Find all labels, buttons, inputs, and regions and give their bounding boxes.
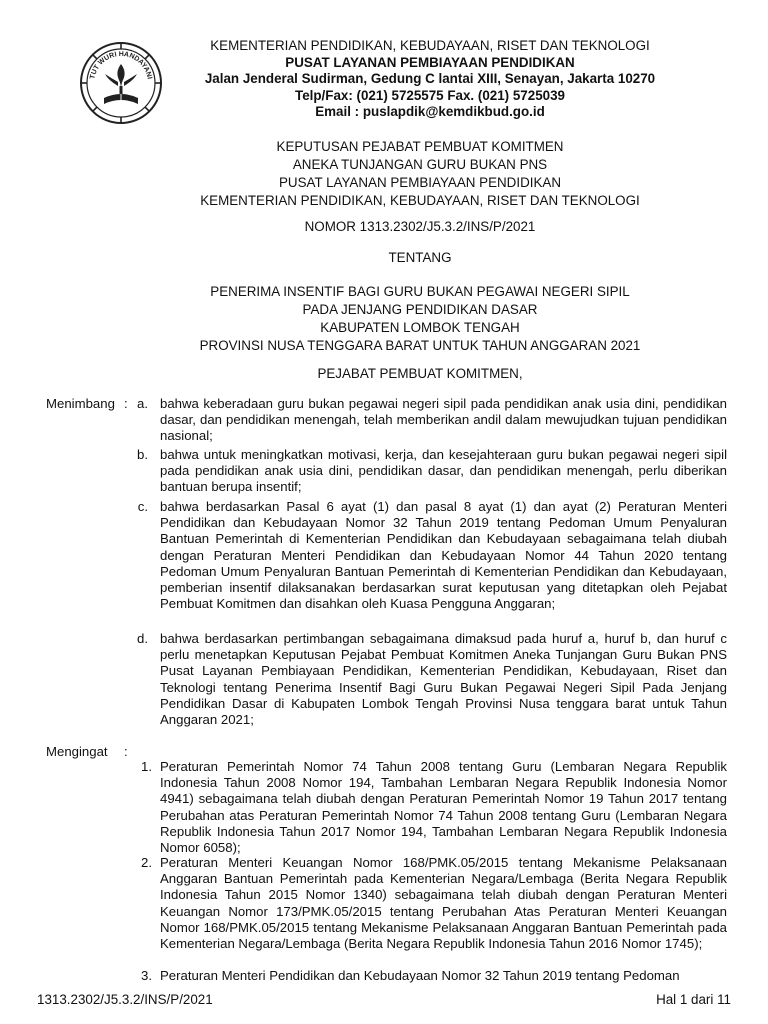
agency-phone: Telp/Fax: (021) 5725575 Fax. (021) 5725039 bbox=[295, 87, 565, 103]
issuing-official: PEJABAT PEMBUAT KOMITMEN, bbox=[317, 366, 523, 381]
mengingat-number-3: 3. bbox=[141, 968, 152, 983]
mengingat-item-2: Peraturan Menteri Keuangan Nomor 168/PMK.05/2015 tentang Mekanisme Pelaksanaan Anggaran Bantuan Pemerintah pada Kementerian Negara/Lembaga (Berita Negara Republik Indonesia Tahun 2015 Nomor 1340) sebagaimana telah diubah dengan Peraturan Menteri Keuangan Nomor 173/PMK.05/2015 tentang Perubahan Atas Peraturan Menteri Keuangan Nomor 168/PMK.05/2015 tentang Mekanisme Pelaksanaan Anggaran Bantuan Pemerintah pada Kementerian Negara/Lembaga (Berita Negara Republik Indonesia Tahun 2016 Nomor 1745); bbox=[160, 855, 727, 952]
menimbang-item-b: bahwa untuk meningkatkan motivasi, kerja, dan kesejahteraan guru bukan pegawai negeri sipil pada pendidikan anak usia dini, pendidikan dasar, dan pendidikan menengah, perlu diberikan bantuan berupa insentif; bbox=[160, 447, 727, 495]
menimbang-item-d: bahwa berdasarkan pertimbangan sebagaimana dimaksud pada huruf a, huruf b, dan huruf c perlu menetapkan Keputusan Pejabat Pembuat Komitmen Aneka Tunjangan Guru Bukan PNS Pusat Layanan Pembiayaan Pendidikan, Kementerian Pendidikan, Kebudayaan, Riset dan Teknologi tentang Penerima Insentif Bagi Guru Bukan Pegawai Negeri Sipil Pada Jenjang Pendidikan Dasar di Kabupaten Lombok Tengah Provinsi Nusa tenggara barat untuk Tahun Anggaran 2021; bbox=[160, 631, 727, 728]
title-line-4: KEMENTERIAN PENDIDIKAN, KEBUDAYAAN, RISET DAN TEKNOLOGI bbox=[200, 193, 640, 208]
title-line-1: KEPUTUSAN PEJABAT PEMBUAT KOMITMEN bbox=[276, 139, 564, 154]
footer-document-number: 1313.2302/J5.3.2/INS/P/2021 bbox=[37, 992, 213, 1007]
title-line-3: PUSAT LAYANAN PEMBIAYAAN PENDIDIKAN bbox=[278, 175, 562, 190]
subject-line-2: PADA JENJANG PENDIDIKAN DASAR bbox=[302, 302, 538, 317]
tentang-heading: TENTANG bbox=[388, 250, 452, 265]
agency-email: Email : puslapdik@kemdikbud.go.id bbox=[315, 104, 545, 119]
agency-address: Jalan Jenderal Sudirman, Gedung C lantai XIII, Senayan, Jakarta 10270 bbox=[204, 71, 656, 86]
menimbang-letter-c: c. bbox=[137, 499, 148, 514]
mengingat-number-2: 2. bbox=[141, 855, 152, 870]
mengingat-colon: : bbox=[124, 744, 128, 759]
page-number: Hal 1 dari 11 bbox=[656, 992, 731, 1007]
menimbang-colon: : bbox=[124, 396, 128, 411]
agency-name: PUSAT LAYANAN PEMBIAYAAN PENDIDIKAN bbox=[285, 54, 575, 70]
menimbang-letter-d: d. bbox=[137, 631, 148, 646]
menimbang-letter-b: b. bbox=[137, 447, 148, 462]
letterhead bbox=[150, 38, 710, 121]
mengingat-label: Mengingat bbox=[46, 744, 108, 759]
mengingat-item-3: Peraturan Menteri Pendidikan dan Kebudayaan Nomor 32 Tahun 2019 tentang Pedoman bbox=[160, 968, 680, 983]
decree-number: NOMOR 1313.2302/J5.3.2/INS/P/2021 bbox=[304, 219, 536, 234]
decree-title bbox=[120, 138, 720, 210]
menimbang-letter-a: a. bbox=[137, 396, 148, 411]
menimbang-label: Menimbang bbox=[46, 396, 115, 411]
ministry-name: KEMENTERIAN PENDIDIKAN, KEBUDAYAAN, RISET DAN TEKNOLOGI bbox=[210, 38, 650, 53]
subject-line-3: KABUPATEN LOMBOK TENGAH bbox=[320, 320, 520, 335]
subject-line-1: PENERIMA INSENTIF BAGI GURU BUKAN PEGAWAI NEGERI SIPIL bbox=[210, 284, 630, 299]
mengingat-number-1: 1. bbox=[141, 759, 152, 774]
subject-line-4: PROVINSI NUSA TENGGARA BARAT UNTUK TAHUN ANGGARAN 2021 bbox=[199, 338, 641, 353]
menimbang-item-a: bahwa keberadaan guru bukan pegawai negeri sipil pada pendidikan anak usia dini, pendidikan dasar, dan pendidikan menengah, telah memberikan andil dalam mewujudkan tujuan pendidikan nasional; bbox=[160, 396, 727, 444]
title-line-2: ANEKA TUNJANGAN GURU BUKAN PNS bbox=[292, 157, 548, 172]
mengingat-item-1: Peraturan Pemerintah Nomor 74 Tahun 2008 tentang Guru (Lembaran Negara Republik Indonesia Tahun 2008 Nomor 194, Tambahan Lembaran Negara Republik Indonesia Nomor 4941) sebagaimana telah diubah dengan Peraturan Pemerintah Nomor 19 Tahun 2017 tentang Perubahan atas Peraturan Pemerintah Nomor 74 Tahun 2008 tentang Guru (Lembaran Negara Republik Indonesia Tahun 2017 Nomor 194, Tambahan Lembaran Negara Republik Indonesia Nomor 6058); bbox=[160, 759, 727, 856]
svg-text:TUT WURI HANDAYANI: TUT WURI HANDAYANI bbox=[89, 50, 153, 80]
decree-subject bbox=[120, 283, 720, 355]
menimbang-item-c: bahwa berdasarkan Pasal 6 ayat (1) dan pasal 8 ayat (1) dan ayat (2) Peraturan Menteri Pendidikan dan Kebudayaan Nomor 32 Tahun 2019 tentang Pedoman Umum Penyaluran Bantuan Pemerintah di Kementerian Pendidikan dan Kebudayaan sebagaimana telah diubah dengan Peraturan Menteri Pendidikan dan Kebudayaan Nomor 44 Tahun 2020 tentang Pedoman Umum Penyaluran Bantuan Pemerintah di Kementerian Pendidikan dan Kebudayaan, pemberian insentif dilaksanakan berdasarkan surat keputusan yang ditetapkan oleh Pejabat Pembuat Komitmen dan disahkan oleh Kuasa Pengguna Anggaran; bbox=[160, 499, 727, 612]
